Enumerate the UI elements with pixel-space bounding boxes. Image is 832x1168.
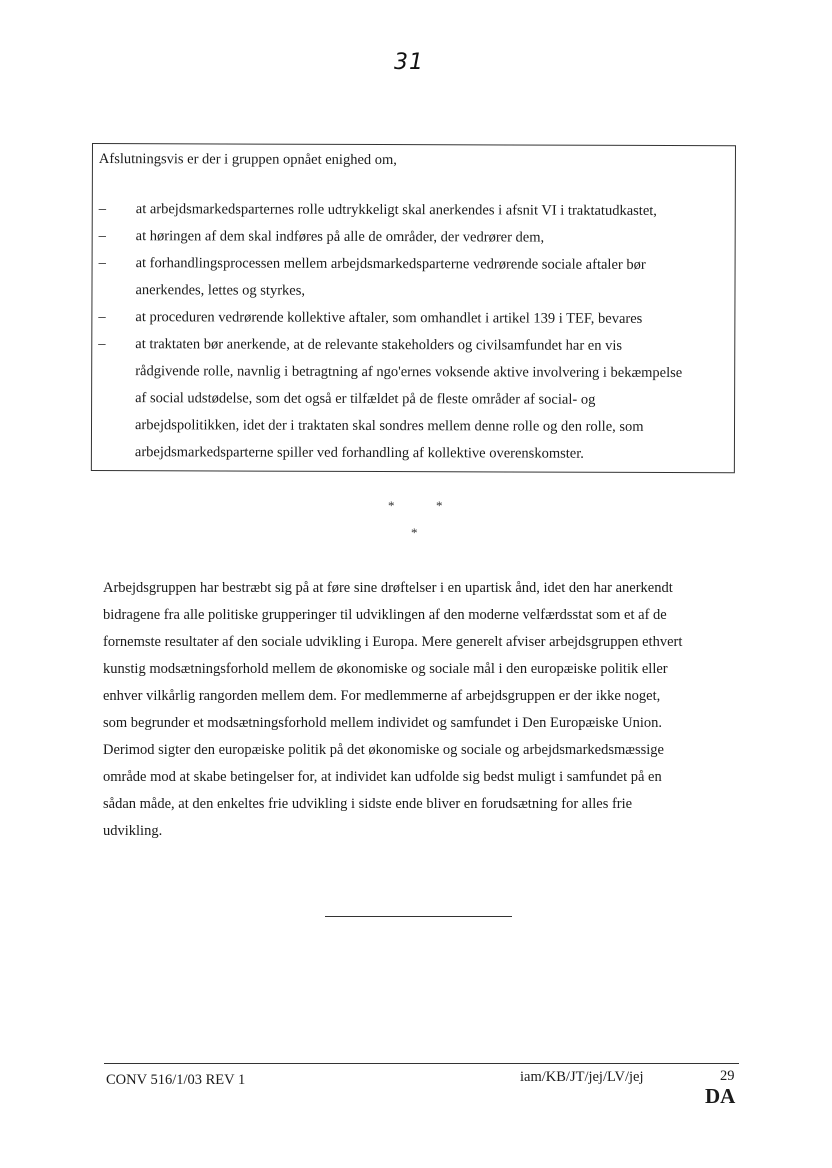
bullet-line: at høringen af dem skal indføres på alle de områder, der vedrører dem, <box>135 228 545 246</box>
bullet-line: at traktaten bør anerkende, at de relevante stakeholders og civilsamfundet har en vis <box>135 336 623 354</box>
conclusion-box <box>91 143 736 473</box>
bullet-line: at arbejdsmarkedsparternes rolle udtrykkeligt skal anerkendes i afsnit VI i traktatudkastet, <box>135 201 657 219</box>
paragraph-line: bidragene fra alle politiske grupperinger til udviklingen af den moderne velfærdsstat som et af de <box>103 607 667 623</box>
footer-initials: iam/KB/JT/jej/LV/jej <box>520 1069 644 1085</box>
bullet-dash: – <box>98 228 106 245</box>
bullet-dash: – <box>98 255 106 272</box>
handwritten-page-number: 31 <box>394 50 424 75</box>
bullet-item <box>92 250 734 306</box>
end-of-text-rule <box>325 916 512 917</box>
paragraph-line: kunstig modsætningsforhold mellem de økonomiske og sociale mål i den europæiske politik eller <box>103 661 668 677</box>
bullet-line: arbejdspolitikken, idet der i traktaten skal sondres mellem denne rolle og den rolle, som <box>134 417 644 435</box>
bullet-dash: – <box>98 336 106 353</box>
bullet-item <box>93 196 735 225</box>
bullet-line: rådgivende rolle, navnlig i betragtning af ngo'ernes voksende aktive involvering i bekæmpelse <box>135 363 683 382</box>
paragraph-line: Derimod sigter den europæiske politik på det økonomiske og sociale og arbejdsmarkedsmæssige <box>103 742 664 758</box>
paragraph-line: område mod at skabe betingelser for, at individet kan udfolde sig bedst muligt i samfundet på en <box>103 769 662 785</box>
bullet-line: anerkendes, lettes og styrkes, <box>135 282 306 299</box>
paragraph-line: som begrunder et modsætningsforhold mellem individet og samfundet i Den Europæiske Union. <box>103 715 662 731</box>
bullet-line: at proceduren vedrørende kollektive aftaler, som omhandlet i artikel 139 i TEF, bevares <box>135 309 643 327</box>
separator-star: * <box>411 525 418 540</box>
bullet-line: at forhandlingsprocessen mellem arbejdsmarkedsparterne vedrørende sociale aftaler bør <box>135 255 646 273</box>
bullet-list <box>92 196 735 468</box>
bullet-dash: – <box>98 201 107 218</box>
footer-document-reference: CONV 516/1/03 REV 1 <box>106 1072 246 1088</box>
paragraph-line: udvikling. <box>103 823 163 839</box>
footer-page-number: 29 <box>720 1068 735 1084</box>
box-intro-text: Afslutningsvis er der i gruppen opnået enighed om, <box>98 151 397 169</box>
paragraph-line: Arbejdsgruppen har bestræbt sig på at føre sine drøftelser i en upartisk ånd, idet den har anerkendt <box>103 580 673 596</box>
bullet-item <box>92 304 734 333</box>
footer-rule <box>104 1063 739 1064</box>
bullet-line: af social udstødelse, som det også er tilfældet på de fleste områder af social- og <box>135 390 596 408</box>
bullet-item <box>93 223 735 252</box>
footer-language-code: DA <box>705 1084 736 1108</box>
separator-star: * <box>436 498 443 513</box>
bullet-item <box>92 331 734 468</box>
paragraph-line: fornemste resultater af den sociale udvikling i Europa. Mere generelt afviser arbejdsgruppen ethvert <box>103 634 683 650</box>
separator-star: * <box>388 498 395 513</box>
bullet-line: arbejdsmarkedsparterne spiller ved forhandling af kollektive overenskomster. <box>134 444 584 462</box>
paragraph-line: enhver vilkårlig rangorden mellem dem. For medlemmerne af arbejdsgruppen er der ikke noget, <box>103 688 661 704</box>
bullet-dash: – <box>98 309 106 326</box>
body-paragraph <box>103 575 743 845</box>
paragraph-line: sådan måde, at den enkeltes frie udvikling i sidste ende bliver en forudsætning for alles frie <box>103 796 633 812</box>
